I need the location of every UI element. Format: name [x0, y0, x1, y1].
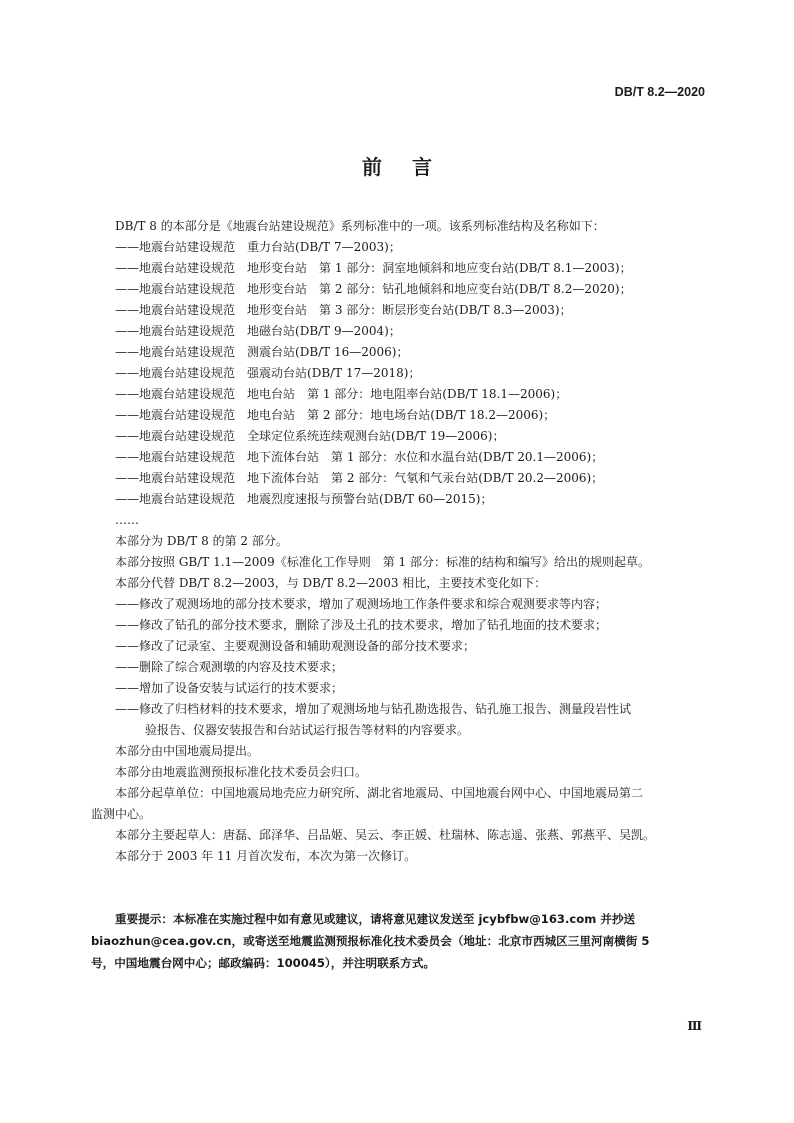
- change-item: ——修改了归档材料的技术要求，增加了观测场地与钻孔勘选报告、钻孔施工报告、测量段岩性试: [115, 702, 632, 716]
- series-item: [91, 405, 703, 426]
- drafting-rule: 本部分按照 GB/T 1.1—2009《标准化工作导则 第 1 部分：标准的结构和编写》给出的规则起草。: [115, 555, 650, 569]
- series-item-name: ——地震台站建设规范: [115, 282, 236, 296]
- change-item: ——删除了综合观测墩的内容及技术要求；: [115, 660, 344, 674]
- centralized-by: 本部分由地震监测预报标准化技术委员会归口。: [115, 765, 368, 779]
- notice-line: biaozhun@cea.gov.cn，或寄送至地震监测预报标准化技术委员会（地址：北京市西城区三里河南横街 5: [91, 934, 650, 948]
- series-item: [91, 489, 703, 510]
- notice-line: 号，中国地震台网中心；邮政编码：100045），并注明联系方式。: [91, 956, 436, 970]
- intro-paragraph: DB/T 8 的本部分是《地震台站建设规范》系列标准中的一项。该系列标准结构及名称如下：: [115, 219, 605, 233]
- series-item-part: 地电台站 第 1 部分：地电阻率台站(DB/T 18.1—2006)；: [247, 387, 568, 401]
- series-ellipsis: ……: [115, 513, 139, 527]
- series-item: [91, 447, 703, 468]
- series-item-part: 地磁台站(DB/T 9—2004)；: [247, 324, 401, 338]
- page-number: Ⅲ: [687, 1019, 702, 1033]
- series-item-name: ——地震台站建设规范: [115, 240, 236, 254]
- series-item-name: ——地震台站建设规范: [115, 303, 236, 317]
- part-statement: 本部分为 DB/T 8 的第 2 部分。: [115, 534, 288, 548]
- series-item-name: ——地震台站建设规范: [115, 429, 236, 443]
- series-item-name: ——地震台站建设规范: [115, 387, 236, 401]
- series-item: [91, 426, 703, 447]
- series-item-name: ——地震台站建设规范: [115, 261, 236, 275]
- series-item-part: 地下流体台站 第 2 部分：气氡和气汞台站(DB/T 20.2—2006)；: [247, 471, 604, 485]
- drafting-units: 本部分起草单位：中国地震局地壳应力研究所、湖北省地震局、中国地震台网中心、中国地震局第二: [115, 786, 644, 800]
- series-list: [91, 237, 703, 531]
- change-item: ——增加了设备安装与试运行的技术要求；: [115, 681, 344, 695]
- series-item-part: 地下流体台站 第 1 部分：水位和水温台站(DB/T 20.1—2006)；: [247, 450, 604, 464]
- drafting-units-continuation: 监测中心。: [91, 807, 152, 821]
- series-item: [91, 363, 703, 384]
- series-item-part: 重力台站(DB/T 7—2003)；: [247, 240, 401, 254]
- series-item: [91, 321, 703, 342]
- series-item-name: ——地震台站建设规范: [115, 366, 236, 380]
- series-item-name: ——地震台站建设规范: [115, 492, 236, 506]
- series-item-part: 测震台站(DB/T 16—2006)；: [247, 345, 409, 359]
- series-item-name: ——地震台站建设规范: [115, 324, 236, 338]
- series-item: [91, 384, 703, 405]
- series-item-part: 地震烈度速报与预警台站(DB/T 60—2015)；: [247, 492, 493, 506]
- change-item: ——修改了钻孔的部分技术要求，删除了涉及土孔的技术要求，增加了钻孔地面的技术要求；: [115, 618, 608, 632]
- series-item-part: 地形变台站 第 1 部分：洞室地倾斜和地应变台站(DB/T 8.1—2003)；: [247, 261, 632, 275]
- publication-history: 本部分于 2003 年 11 月首次发布，本次为第一次修订。: [115, 849, 417, 863]
- series-item-name: ——地震台站建设规范: [115, 471, 236, 485]
- series-item-name: ——地震台站建设规范: [115, 345, 236, 359]
- series-item-part: 地电台站 第 2 部分：地电场台站(DB/T 18.2—2006)；: [247, 408, 556, 422]
- series-item: [91, 300, 703, 321]
- foreword-body: [91, 216, 703, 867]
- series-item: [91, 342, 703, 363]
- important-notice: [91, 908, 705, 974]
- notice-line: 重要提示：本标准在实施过程中如有意见或建议，请将意见建议发送至 jcybfbw@163.com 并抄送: [115, 912, 636, 926]
- standard-code: DB/T 8.2—2020: [614, 85, 705, 99]
- series-item-part: 全球定位系统连续观测台站(DB/T 19—2006)；: [247, 429, 505, 443]
- series-item-part: 地形变台站 第 3 部分：断层形变台站(DB/T 8.3—2003)；: [247, 303, 572, 317]
- series-item: [91, 258, 703, 279]
- series-item-part: 地形变台站 第 2 部分：钻孔地倾斜和地应变台站(DB/T 8.2—2020)；: [247, 282, 632, 296]
- series-item-part: 强震动台站(DB/T 17—2018)；: [247, 366, 421, 380]
- page-title: 前言: [362, 155, 462, 179]
- proposed-by: 本部分由中国地震局提出。: [115, 744, 260, 758]
- series-item: [91, 279, 703, 300]
- drafters: 本部分主要起草人：唐磊、邱泽华、吕品姬、吴云、李正媛、杜瑞林、陈志遥、张燕、郭燕平、吴凯。: [115, 828, 656, 842]
- series-item: [91, 237, 703, 258]
- change-item: ——修改了记录室、主要观测设备和辅助观测设备的部分技术要求；: [115, 639, 476, 653]
- series-item: [91, 468, 703, 489]
- changes-list: [91, 594, 703, 741]
- series-item-name: ——地震台站建设规范: [115, 450, 236, 464]
- change-item-continuation: 验报告、仪器安装报告和台站试运行报告等材料的内容要求。: [145, 723, 470, 737]
- replaces-statement: 本部分代替 DB/T 8.2—2003，与 DB/T 8.2—2003 相比，主要技术变化如下：: [115, 576, 547, 590]
- change-item: ——修改了观测场地的部分技术要求，增加了观测场地工作条件要求和综合观测要求等内容；: [115, 597, 608, 611]
- series-item-name: ——地震台站建设规范: [115, 408, 236, 422]
